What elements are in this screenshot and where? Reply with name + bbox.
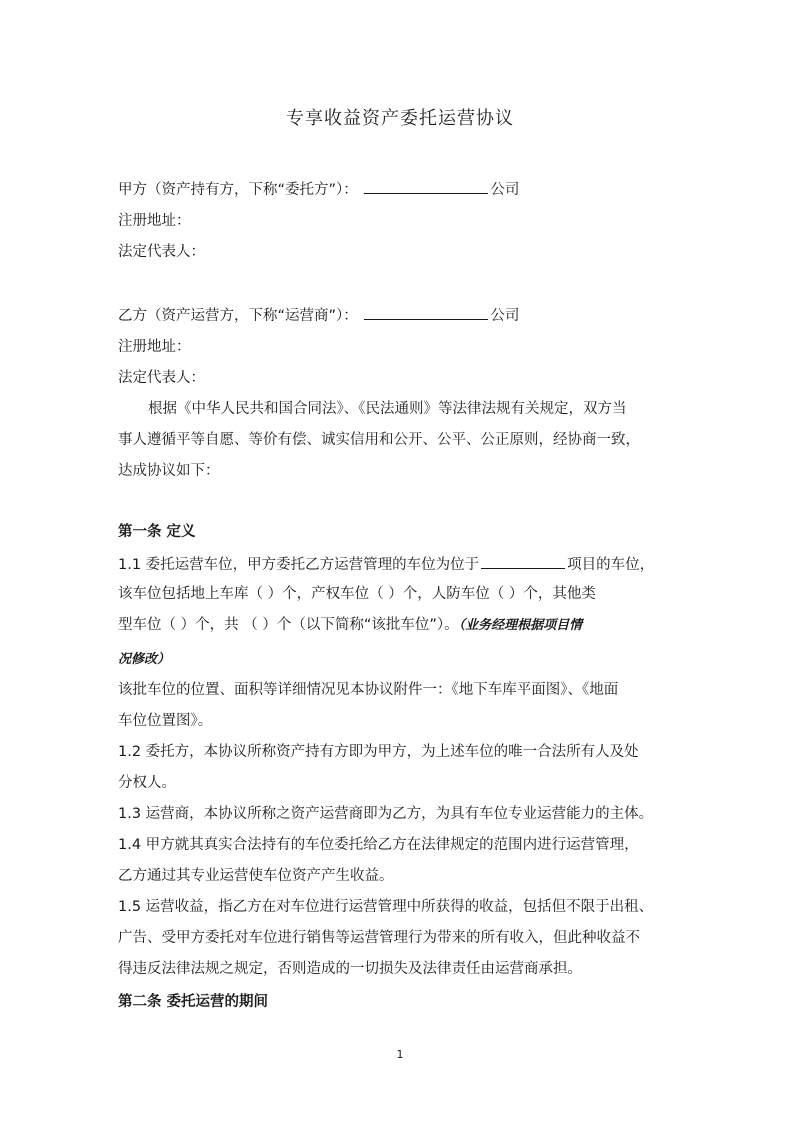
clause-1-1b-line-2: 车位位置图》。 xyxy=(118,713,213,729)
clause-1-2-line-1: 1.2 委托方，本协议所称资产持有方即为甲方，为上述车位的唯一合法所有人及处 xyxy=(118,744,639,760)
clause-1-5-line-1: 1.5 运营收益，指乙方在对车位进行运营管理中所获得的收益，包括但不限于出租、 xyxy=(118,899,654,915)
editor-note-b: 况修改） xyxy=(118,652,171,667)
clause-1-5-line-2: 广告、受甲方委托对车位进行销售等运营管理行为带来的所有收入，但此种收益不 xyxy=(118,930,640,946)
preamble-line-3: 达成协议如下： xyxy=(118,463,220,479)
party-a-representative: 法定代表人： xyxy=(118,244,205,260)
party-a-suffix: 公司 xyxy=(490,182,520,198)
preamble-line-2: 事人遵循平等自愿、等价有偿、诚实信用和公开、公平、公正原则，经协商一致， xyxy=(118,432,640,448)
page-number: 1 xyxy=(396,1048,404,1061)
clause-1-1b-line-1: 该批车位的位置、面积等详细情况见本协议附件一：《地下车库平面图》、《地面 xyxy=(118,682,619,698)
preamble-line-1: 根据《中华人民共和国合同法》、《民法通则》等法律法规有关规定，双方当 xyxy=(148,401,627,417)
document-title: 专享收益资产委托运营协议 xyxy=(286,108,514,129)
party-b-label: 乙方（资产运营方，下称“运营商”）： xyxy=(118,308,358,324)
editor-note-a: （业务经理根据项目情 xyxy=(458,618,583,633)
party-a-label: 甲方（资产持有方，下称“委托方”）： xyxy=(118,182,358,198)
clause-1-3: 1.3 运营商，本协议所称之资产运营商即为乙方，为具有车位专业运营能力的主体。 xyxy=(118,806,654,822)
clause-1-1-text-a: 1.1 委托运营车位，甲方委托乙方运营管理的车位为位于 xyxy=(118,557,480,573)
clause-1-1-text-b: 项目的车位， xyxy=(567,557,655,573)
party-b-line xyxy=(118,304,698,326)
article-1-heading: 第一条 定义 xyxy=(118,524,196,540)
clause-1-4-line-2: 乙方通过其专业运营使车位资产产生收益。 xyxy=(118,868,394,884)
party-b-name-blank xyxy=(364,304,488,320)
clause-1-2-line-2: 分权人。 xyxy=(118,775,176,791)
clause-1-1-line-2: 该车位包括地上车库（ ）个，产权车位（ ）个，人防车位（ ）个，其他类 xyxy=(118,586,596,602)
clause-1-1-line-3 xyxy=(118,615,698,636)
party-b-suffix: 公司 xyxy=(490,308,520,324)
party-b-representative: 法定代表人： xyxy=(118,370,205,386)
party-b-address: 注册地址： xyxy=(118,339,191,355)
party-a-name-blank xyxy=(364,178,488,194)
project-name-blank xyxy=(481,553,565,569)
article-2-heading: 第二条 委托运营的期间 xyxy=(118,994,269,1010)
clause-1-1-line-4 xyxy=(118,649,698,670)
clause-1-1-text-c: 型车位（ ）个，共 （ ）个（以下简称“该批车位”）。 xyxy=(118,617,459,633)
clause-1-4-line-1: 1.4 甲方就其真实合法持有的车位委托给乙方在法律规定的范围内进行运营管理， xyxy=(118,837,639,853)
clause-1-5-line-3: 得违反法律法规之规定，否则造成的一切损失及法律责任由运营商承担。 xyxy=(118,961,582,977)
clause-1-1-line-1 xyxy=(118,553,698,575)
party-a-address: 注册地址： xyxy=(118,213,191,229)
party-a-line xyxy=(118,178,698,200)
